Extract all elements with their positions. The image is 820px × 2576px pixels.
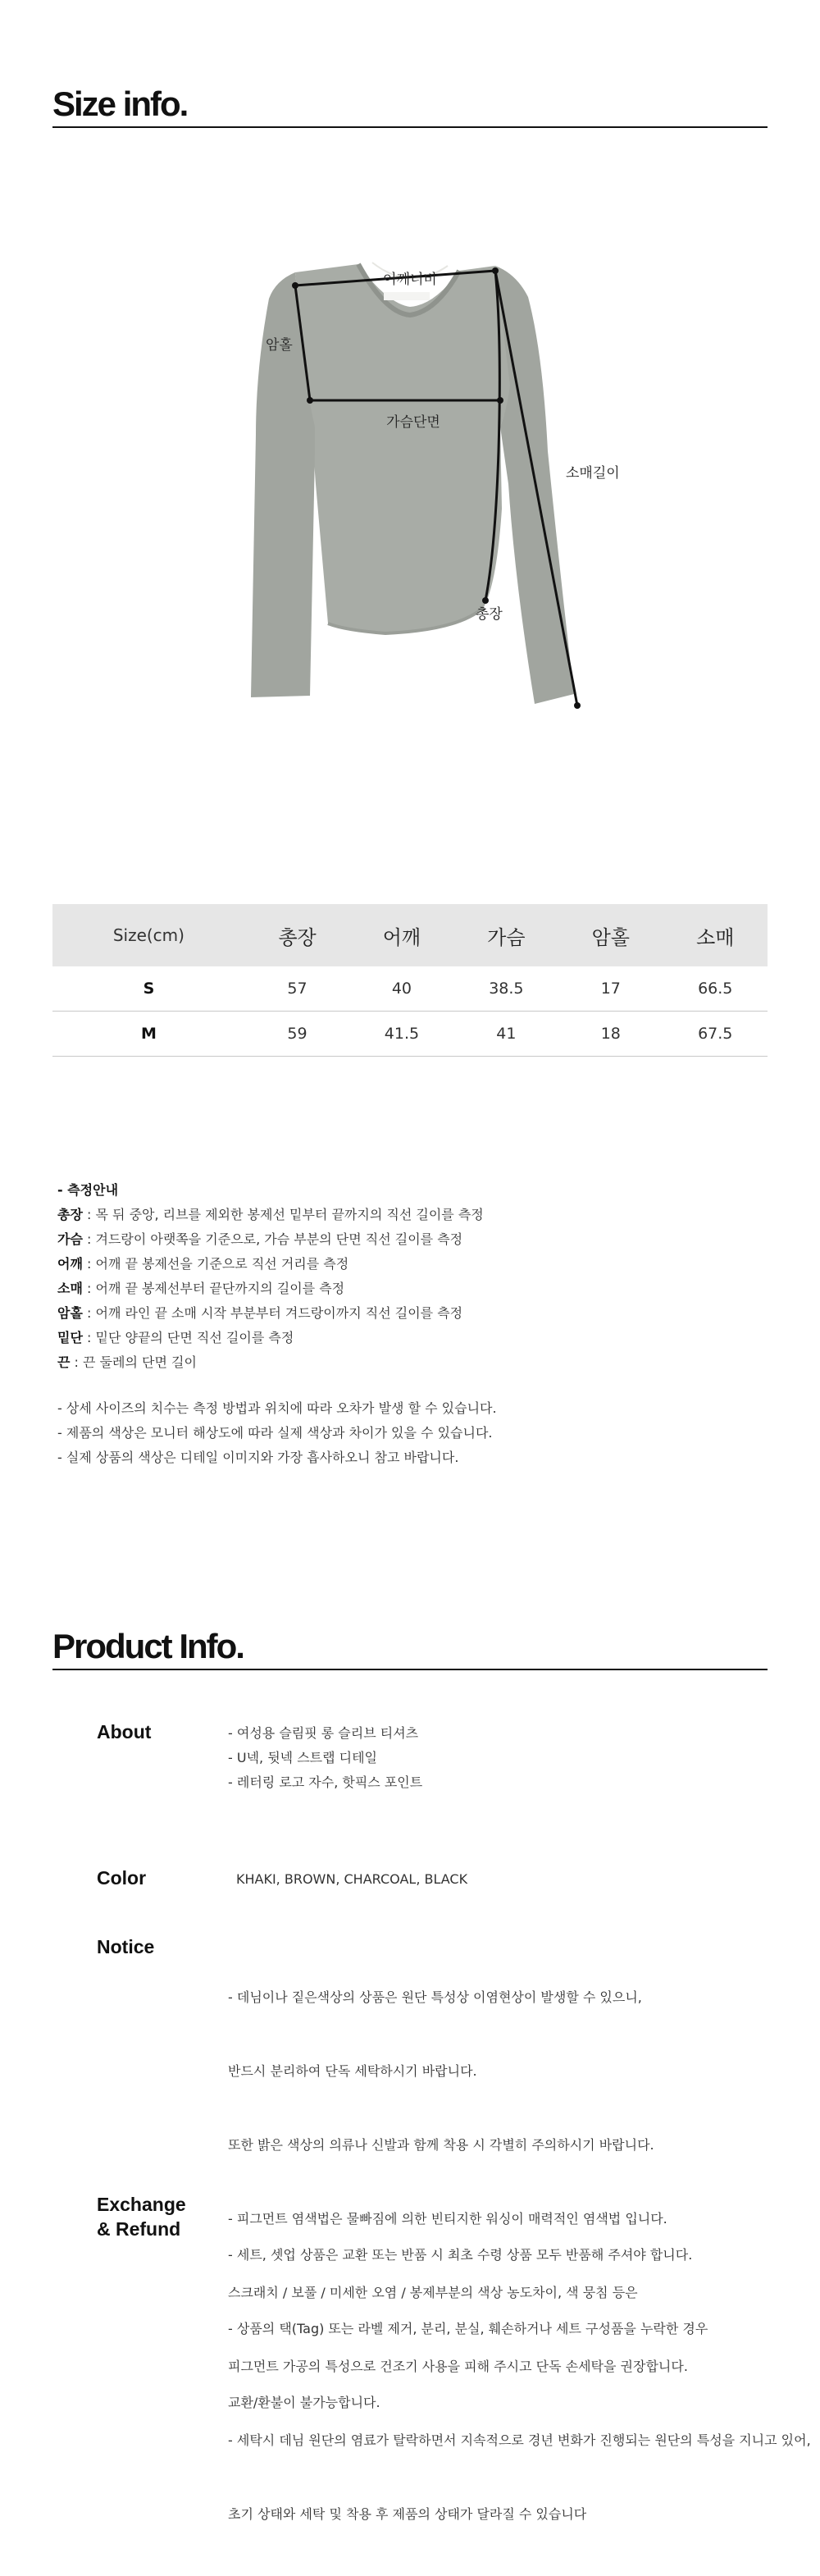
guide-item: 어깨 : 어깨 끝 봉제선을 기준으로 직선 거리를 측정	[57, 1256, 349, 1272]
notice-line: 반드시 분리하여 단독 세탁하시기 바랍니다.	[228, 2063, 477, 2079]
table-cell: 66.5	[663, 966, 768, 1012]
shirt-label-tag	[384, 292, 430, 300]
size-table-header-row	[52, 904, 768, 966]
color-label: Color	[97, 1867, 147, 1889]
about-line: - U넥, 뒷넥 스트랩 디테일	[228, 1750, 378, 1765]
header-length: 총장	[245, 904, 349, 966]
notice-line: 스크래치 / 보풀 / 미세한 오염 / 봉제부분의 색상 농도차이, 색 뭉침 등은	[228, 2285, 638, 2300]
product-info-divider	[52, 1669, 768, 1670]
guide-note: - 상세 사이즈의 치수는 측정 방법과 위치에 따라 오차가 발생 할 수 있습니다.	[57, 1400, 497, 1416]
header-sleeve: 소매	[663, 904, 768, 966]
guide-item: 소매 : 어깨 끝 봉제선부터 끝단까지의 길이를 측정	[57, 1281, 345, 1296]
shirt-body	[295, 264, 512, 633]
refund-label-line: & Refund	[97, 2218, 181, 2240]
notice-line: - 세탁시 데님 원단의 염료가 탈락하면서 지속적으로 경년 변화가 진행되는 원단의 특성을 지니고 있어,	[228, 2432, 811, 2448]
table-cell: 18	[558, 1012, 663, 1057]
table-cell: 41.5	[349, 1012, 453, 1057]
guide-heading: - 측정안내	[57, 1182, 119, 1198]
guide-item: 끈 : 끈 둘레의 단면 길이	[57, 1354, 197, 1370]
about-label: About	[97, 1721, 152, 1742]
about-body	[228, 1721, 802, 1795]
exchange-line: - 상품의 택(Tag) 또는 라벨 제거, 분리, 분실, 훼손하거나 세트 구성품을 누락한 경우	[228, 2321, 708, 2336]
label-shoulder: 어깨너비	[383, 272, 437, 288]
guide-item: 밑단 : 밑단 양끝의 단면 직선 길이를 측정	[57, 1330, 294, 1345]
table-row	[52, 1012, 768, 1057]
label-armhole: 암홀	[266, 337, 293, 354]
guide-notes	[57, 1396, 779, 1470]
measurement-guide	[57, 1178, 779, 1470]
notice-line: 피그먼트 가공의 특성으로 건조기 사용을 피해 주시고 단독 손세탁을 권장합니다.	[228, 2359, 688, 2374]
table-cell: 40	[349, 966, 453, 1012]
size-info-divider	[52, 126, 768, 128]
size-info-title: Size info.	[52, 84, 188, 123]
label-chest: 가슴단면	[386, 414, 440, 431]
table-cell: 59	[245, 1012, 349, 1057]
notice-line: - 데님이나 짙은색상의 상품은 원단 특성상 이염현상이 발생할 수 있으니,	[228, 1989, 642, 2005]
about-line: - 여성용 슬림핏 롱 슬리브 티셔츠	[228, 1725, 419, 1741]
table-cell: 57	[245, 966, 349, 1012]
header-size: Size(cm)	[52, 904, 245, 966]
table-cell: M	[52, 1012, 245, 1057]
product-info-title: Product Info.	[52, 1627, 244, 1665]
exchange-refund-body	[228, 2194, 811, 2464]
garment-measurement-diagram	[0, 238, 820, 738]
size-table	[52, 904, 768, 1057]
exchange-refund-label	[97, 2192, 220, 2241]
notice-line: 초기 상태와 세탁 및 착용 후 제품의 상태가 달라질 수 있습니다	[228, 2506, 587, 2522]
header-chest: 가슴	[454, 904, 558, 966]
guide-note: - 제품의 색상은 모니터 해상도에 따라 실제 색상과 차이가 있을 수 있습니다.	[57, 1425, 493, 1441]
table-row	[52, 966, 768, 1012]
table-cell: 41	[454, 1012, 558, 1057]
notice-line: - 피그먼트 염색법은 물빠짐에 의한 빈티지한 워싱이 매력적인 염색법 입니다.	[228, 2211, 667, 2227]
table-cell: 38.5	[454, 966, 558, 1012]
header-shoulder: 어깨	[349, 904, 453, 966]
notice-label: Notice	[97, 1936, 155, 1957]
exchange-line: - 세트, 셋업 상품은 교환 또는 반품 시 최초 수령 상품 모두 반품해 주셔야 합니다.	[228, 2247, 693, 2263]
header-armhole: 암홀	[558, 904, 663, 966]
exchange-line: 교환/환불이 불가능합니다.	[228, 2395, 380, 2410]
table-cell: 17	[558, 966, 663, 1012]
color-value: KHAKI, BROWN, CHARCOAL, BLACK	[236, 1871, 468, 1887]
guide-note: - 실제 상품의 색상은 디테일 이미지와 가장 흡사하오니 참고 바랍니다.	[57, 1450, 459, 1465]
guide-item: 암홀 : 어깨 라인 끝 소매 시작 부분부터 겨드랑이까지 직선 길이를 측정	[57, 1305, 463, 1321]
exchange-label-line: Exchange	[97, 2194, 186, 2215]
table-cell: 67.5	[663, 1012, 768, 1057]
label-sleeve: 소매길이	[566, 465, 620, 482]
guide-item: 가슴 : 겨드랑이 아랫쪽을 기준으로, 가슴 부분의 단면 직선 길이를 측정	[57, 1231, 463, 1247]
table-cell: S	[52, 966, 245, 1012]
notice-line: 또한 밝은 색상의 의류나 신발과 함께 착용 시 각별히 주의하시기 바랍니다.	[228, 2137, 654, 2153]
about-line: - 레터링 로고 자수, 핫픽스 포인트	[228, 1774, 423, 1790]
label-length: 총장	[476, 606, 503, 623]
guide-item: 총장 : 목 뒤 중앙, 리브를 제외한 봉제선 밑부터 끝까지의 직선 길이를 측정	[57, 1207, 484, 1222]
